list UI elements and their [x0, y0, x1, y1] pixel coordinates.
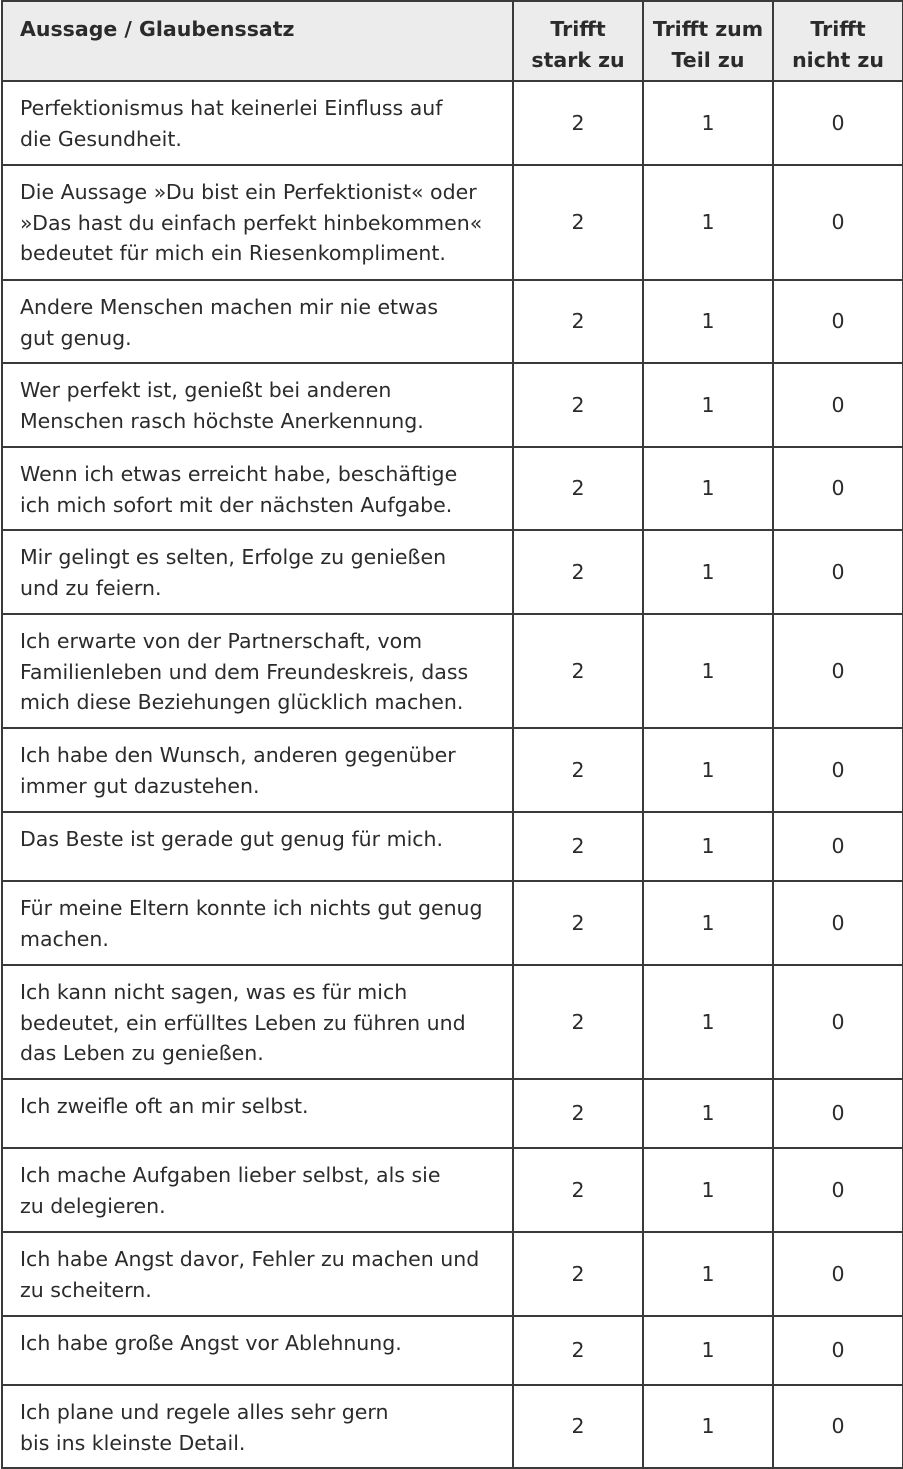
header-partial: [643, 1, 773, 81]
score-strong-cell: 2: [513, 1385, 643, 1468]
statement-line: Das Beste ist gerade gut genug für mich.: [20, 827, 444, 851]
score-partial-cell: 1: [643, 965, 773, 1079]
statement-line: Wer perfekt ist, genießt bei anderen: [20, 378, 392, 402]
table-body: [2, 81, 903, 1468]
table-row: [2, 447, 903, 530]
statement-line: »Das hast du einfach perfekt hinbekommen«: [20, 210, 483, 235]
score-none-cell: 0: [773, 280, 903, 363]
score-none-cell: 0: [773, 363, 903, 447]
statement-line: zu delegieren.: [20, 1193, 166, 1218]
table-row: [2, 614, 903, 728]
score-none-cell: 0: [773, 1232, 903, 1316]
statement-cell: [2, 363, 513, 447]
statement-cell: [2, 881, 513, 965]
statement-line: immer gut dazustehen.: [20, 773, 260, 798]
score-none-cell: 0: [773, 812, 903, 881]
score-none-cell: 0: [773, 81, 903, 165]
statement-line: Ich habe den Wunsch, anderen gegenüber: [20, 743, 456, 767]
statement-line: ich mich sofort mit der nächsten Aufgabe.: [20, 492, 453, 517]
statement-cell: [2, 1316, 513, 1385]
statement-cell: [2, 530, 513, 614]
score-partial-cell: 1: [643, 881, 773, 965]
score-strong-cell: 2: [513, 447, 643, 530]
statement-line: Die Aussage »Du bist ein Perfektionist« oder: [20, 180, 477, 204]
statement-line: zu scheitern.: [20, 1277, 152, 1302]
score-strong-cell: 2: [513, 728, 643, 812]
statement-line: das Leben zu genießen.: [20, 1041, 264, 1065]
statement-line: Ich habe Angst davor, Fehler zu machen und: [20, 1247, 480, 1271]
score-none-cell: 0: [773, 1385, 903, 1468]
statement-cell: [2, 447, 513, 530]
statement-cell: [2, 81, 513, 165]
score-strong-cell: 2: [513, 363, 643, 447]
score-none-cell: 0: [773, 1148, 903, 1232]
statement-line: Familienleben und dem Freundeskreis, dass: [20, 659, 469, 684]
score-strong-cell: 2: [513, 1316, 643, 1385]
table-row: [2, 812, 903, 881]
statement-line: machen.: [20, 926, 109, 951]
header-row: [2, 1, 903, 81]
score-partial-cell: 1: [643, 363, 773, 447]
statement-line: bedeutet für mich ein Riesenkompliment.: [20, 241, 446, 265]
score-strong-cell: 2: [513, 1079, 643, 1148]
score-partial-cell: 1: [643, 812, 773, 881]
statement-cell: [2, 728, 513, 812]
table-row: [2, 280, 903, 363]
score-none-cell: 0: [773, 881, 903, 965]
table-row: [2, 1079, 903, 1148]
statement-table: [1, 0, 903, 1469]
score-strong-cell: 2: [513, 530, 643, 614]
statement-line: Ich plane und regele alles sehr gern: [20, 1400, 389, 1424]
header-strong-line: stark zu: [531, 47, 625, 72]
statement-line: bedeutet, ein erfülltes Leben zu führen und: [20, 1010, 466, 1035]
score-partial-cell: 1: [643, 1316, 773, 1385]
statement-line: Ich erwarte von der Partnerschaft, vom: [20, 629, 423, 653]
statement-line: Perfektionismus hat keinerlei Einfluss auf: [20, 96, 443, 120]
statement-line: gut genug.: [20, 325, 132, 350]
table-row: [2, 1148, 903, 1232]
table-header: [2, 1, 903, 81]
statement-cell: [2, 1148, 513, 1232]
score-partial-cell: 1: [643, 1079, 773, 1148]
table-row: [2, 363, 903, 447]
table-row: [2, 530, 903, 614]
score-strong-cell: 2: [513, 280, 643, 363]
score-partial-cell: 1: [643, 81, 773, 165]
score-none-cell: 0: [773, 1316, 903, 1385]
statement-line: Ich zweifle oft an mir selbst.: [20, 1094, 309, 1118]
statement-cell: [2, 965, 513, 1079]
statement-line: Für meine Eltern konnte ich nichts gut genug: [20, 896, 483, 920]
statement-line: Ich habe große Angst vor Ablehnung.: [20, 1331, 402, 1355]
table-row: [2, 165, 903, 280]
statement-cell: [2, 280, 513, 363]
score-none-cell: 0: [773, 447, 903, 530]
statement-cell: [2, 1079, 513, 1148]
statement-line: die Gesundheit.: [20, 126, 182, 151]
score-none-cell: 0: [773, 165, 903, 280]
score-partial-cell: 1: [643, 530, 773, 614]
header-partial-line: Trifft zum: [652, 17, 764, 41]
score-none-cell: 0: [773, 1079, 903, 1148]
statement-line: Ich kann nicht sagen, was es für mich: [20, 980, 408, 1004]
table-row: [2, 881, 903, 965]
score-strong-cell: 2: [513, 1148, 643, 1232]
statement-cell: [2, 812, 513, 881]
score-partial-cell: 1: [643, 614, 773, 728]
statement-cell: [2, 1385, 513, 1468]
table-row: [2, 728, 903, 812]
statement-line: mich diese Beziehungen glücklich machen.: [20, 690, 464, 714]
table-row: [2, 1232, 903, 1316]
table-row: [2, 1385, 903, 1468]
score-partial-cell: 1: [643, 165, 773, 280]
statement-cell: [2, 614, 513, 728]
header-none: [773, 1, 903, 81]
score-partial-cell: 1: [643, 728, 773, 812]
table-row: [2, 965, 903, 1079]
statement-line: Wenn ich etwas erreicht habe, beschäftige: [20, 462, 458, 486]
statement-line: Menschen rasch höchste Anerkennung.: [20, 408, 424, 433]
statement-line: bis ins kleinste Detail.: [20, 1430, 246, 1455]
score-strong-cell: 2: [513, 812, 643, 881]
statement-cell: [2, 165, 513, 280]
table-row: [2, 81, 903, 165]
statement-line: Ich mache Aufgaben lieber selbst, als sie: [20, 1163, 441, 1187]
score-partial-cell: 1: [643, 447, 773, 530]
score-partial-cell: 1: [643, 1385, 773, 1468]
score-none-cell: 0: [773, 965, 903, 1079]
statement-cell: [2, 1232, 513, 1316]
score-partial-cell: 1: [643, 280, 773, 363]
header-statement: Aussage / Glaubenssatz: [2, 1, 513, 81]
header-partial-line: Teil zu: [671, 47, 745, 72]
score-partial-cell: 1: [643, 1148, 773, 1232]
score-strong-cell: 2: [513, 965, 643, 1079]
score-strong-cell: 2: [513, 614, 643, 728]
header-none-line: nicht zu: [792, 47, 884, 72]
score-none-cell: 0: [773, 728, 903, 812]
score-none-cell: 0: [773, 530, 903, 614]
header-strong: [513, 1, 643, 81]
statement-line: Mir gelingt es selten, Erfolge zu genießen: [20, 545, 447, 569]
table-row: [2, 1316, 903, 1385]
score-strong-cell: 2: [513, 1232, 643, 1316]
score-strong-cell: 2: [513, 81, 643, 165]
score-partial-cell: 1: [643, 1232, 773, 1316]
score-strong-cell: 2: [513, 165, 643, 280]
header-none-line: Trifft: [810, 17, 866, 41]
score-none-cell: 0: [773, 614, 903, 728]
score-strong-cell: 2: [513, 881, 643, 965]
header-strong-line: Trifft: [550, 17, 606, 41]
statement-line: und zu feiern.: [20, 575, 162, 600]
statement-line: Andere Menschen machen mir nie etwas: [20, 295, 439, 319]
